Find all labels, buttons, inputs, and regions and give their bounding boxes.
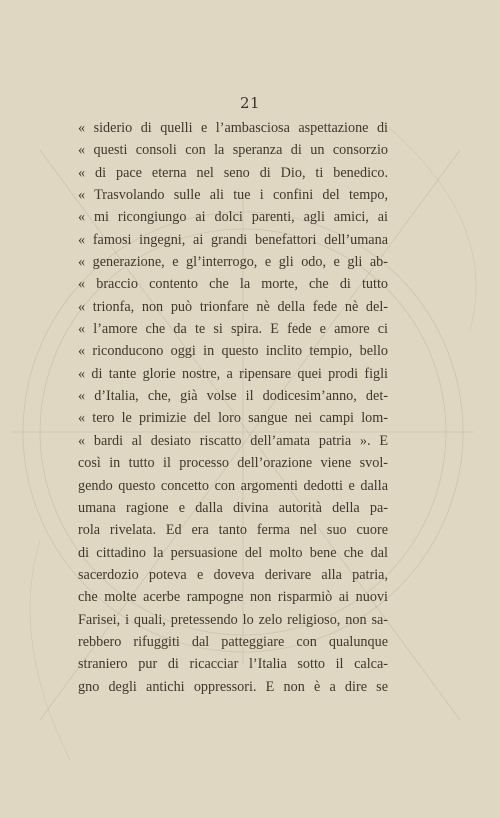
text-line: « di pace eterna nel seno di Dio, ti benedico.	[78, 164, 388, 181]
page-number: 21	[239, 94, 261, 112]
text-line: rebbero rifuggiti dal patteggiare con qualunque	[78, 633, 388, 650]
text-line: « bardi al desiato riscatto dell’amata patria ». E	[78, 432, 388, 449]
text-line: « d’Italia, che, già volse il dodicesim’anno, det-	[78, 388, 388, 405]
text-line: « riconducono oggi in questo inclito tempio, bello	[78, 343, 388, 360]
text-line: « l’amore che da te si spira. E fede e amore ci	[78, 321, 388, 338]
text-line: rola rivelata. Ed era tanto ferma nel suo cuore	[78, 522, 388, 539]
text-line: « questi consoli con la speranza di un consorzio	[78, 142, 388, 159]
body-text	[78, 117, 388, 698]
text-line: « mi ricongiungo ai dolci parenti, agli amici, ai	[78, 209, 388, 226]
text-line: « di tante glorie nostre, a ripensare quei prodi figli	[78, 365, 388, 382]
text-line: « Trasvolando sulle ali tue i confini del tempo,	[78, 187, 388, 204]
text-line: gendo questo concetto con argomenti dedotti e dalla	[78, 477, 388, 494]
text-line: Farisei, i quali, pretessendo lo zelo religioso, non sa-	[78, 611, 388, 628]
text-line: gno degli antichi oppressori. E non è a dire se	[78, 678, 388, 695]
text-line: « trionfa, non può trionfare nè della fede nè del-	[78, 298, 388, 315]
text-line: così in tutto il processo dell’orazione viene svol-	[78, 455, 388, 472]
text-line: straniero pur di ricacciar l’Italia sotto il calca-	[78, 656, 388, 673]
text-line: « famosi ingegni, ai grandi benefattori dell’umana	[78, 231, 388, 248]
text-line: « braccio contento che la morte, che di tutto	[78, 276, 388, 293]
text-line: umana ragione e dalla divina autorità della pa-	[78, 499, 388, 516]
text-line: « siderio di quelli e l’ambasciosa aspettazione di	[78, 120, 388, 136]
text-line: di cittadino la persuasione del molto bene che dal	[78, 544, 388, 561]
text-line: sacerdozio poteva e doveva derivare alla patria,	[78, 566, 388, 583]
text-line: « generazione, e gl’interrogo, e gli odo, e gli ab-	[78, 254, 388, 271]
text-line: « tero le primizie del loro sangue nei campi lom-	[78, 410, 388, 427]
text-line: che molte acerbe rampogne non risparmiò ai nuovi	[78, 589, 388, 606]
